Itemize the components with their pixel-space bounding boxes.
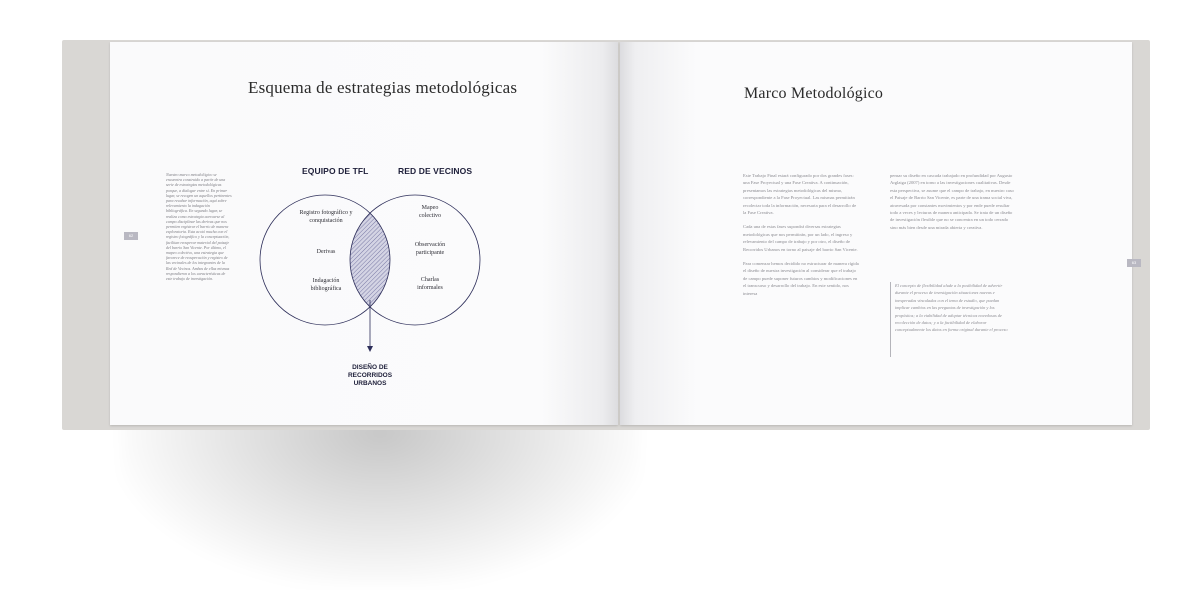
paragraph: pensar su diseño en cascada trabajado en profundidad por Augusto Arglaiga (2007) en torno a las investigaciones cualitativas. Desde esta perspectiva, se asume que el campo de trabajo, en nuestro caso el Paisaje de Barrio San Vicente, es parte de una trama social viva, atravesada por constantes movimientos y por ende puede resultar todo a veces y lecturas de manera anticipada. Se trata de un diseño de investigación flexible que no se concentra en un todo cerrado sino más bien desde una mirada abierta y creativa. xyxy=(890,173,1014,230)
body-column-1 xyxy=(743,172,859,304)
venn-diagram xyxy=(250,160,490,400)
right-item-1: Mapeo colectivo xyxy=(419,205,441,219)
right-circle-label: RED DE VECINOS xyxy=(398,166,473,176)
paragraph: Cada una de estas fases supondrá diversas estrategias metodológicas que nos permitirán, por un lado, el ingreso y relevamiento del campo de trabajo y por otro, el diseño de Recorridos Urbanos en torno al paisaje del barrio San Vicente. xyxy=(743,224,858,252)
block-quote: El concepto de flexibilidad alude a la posibilidad de advertir durante el proceso de investigación situaciones nuevas e inesperadas vinculadas con el tema de estudio, que puedan implicar cambios en las preguntas de investigación y los propósitos; a la viabilidad de adoptar técnicas novedosas de recolección de datos; y a la factibilidad de elaborar conceptualmente los datos en forma original durante el proceso xyxy=(890,282,1015,357)
intersection-label: DISEÑO DE RECORRIDOS URBANOS xyxy=(347,364,393,387)
left-circle-label: EQUIPO DE TFL xyxy=(302,166,369,176)
right-page-title: Marco Metodológico xyxy=(744,85,884,102)
left-item-1: Registro fotográfico y conquistación xyxy=(299,210,353,224)
right-item-3: Charlas informales xyxy=(417,277,443,291)
left-item-2: Derivas xyxy=(316,249,336,255)
right-item-2: Observación participante xyxy=(414,242,446,256)
left-item-3: Indagación bibliográfica xyxy=(310,278,342,292)
paragraph: Este Trabajo Final estará configurado por dos grandes fases: una Fase Proyectual y una Fase Creativa. A continuación, presentamos las estrategias metodológicas del mismo, correspondiente a la Fase Proyectual. Las mismas permitirán recolectar toda la información, necesaria para el desarrollo de la Fase Creativa. xyxy=(743,173,857,216)
pointer-arrowhead xyxy=(367,346,373,352)
body-column-2 xyxy=(890,172,1014,238)
right-page-number: 63 xyxy=(1127,259,1141,267)
sidebar-note: Nuestro marco metodológico se encuentra construido a partir de una serie de estrategias metodológicas porque, a dialogar entre sí. En primer lugar, se recogen un aquellos pertinentes para recabar información, aquí sobre relevamiento la indagación bibliográfica. En segundo lugar, se realiza como estrategia acercarse al campo disciplinar las derivas que nos permiten registrar el barrio de manera exploratoria. Esta acotó mucha con el registro fotográfico y la conceptuación, facilitan recuperar material del paisaje del barrio San Vicente. Por último, el mapeo colectivo, una estrategia que favorece de recuperación y registro de las vecinales de los integrantes de la Red de Vecinos. Ambas de ellas mismas respondieron a los características de este trabajo de investigación. xyxy=(166,172,232,282)
paragraph: Para comenzar hemos decidido no estructurar de manera rígida el diseño de nuestra investigación al considerar que el trabajo de campo puede suponer futuros cambios y modificaciones en el transcurso y desarrollo del trabajo. En este sentido, nos interesa xyxy=(743,261,859,296)
left-page-title: Esquema de estrategias metodológicas xyxy=(248,78,518,97)
left-page-number: 62 xyxy=(124,232,138,240)
